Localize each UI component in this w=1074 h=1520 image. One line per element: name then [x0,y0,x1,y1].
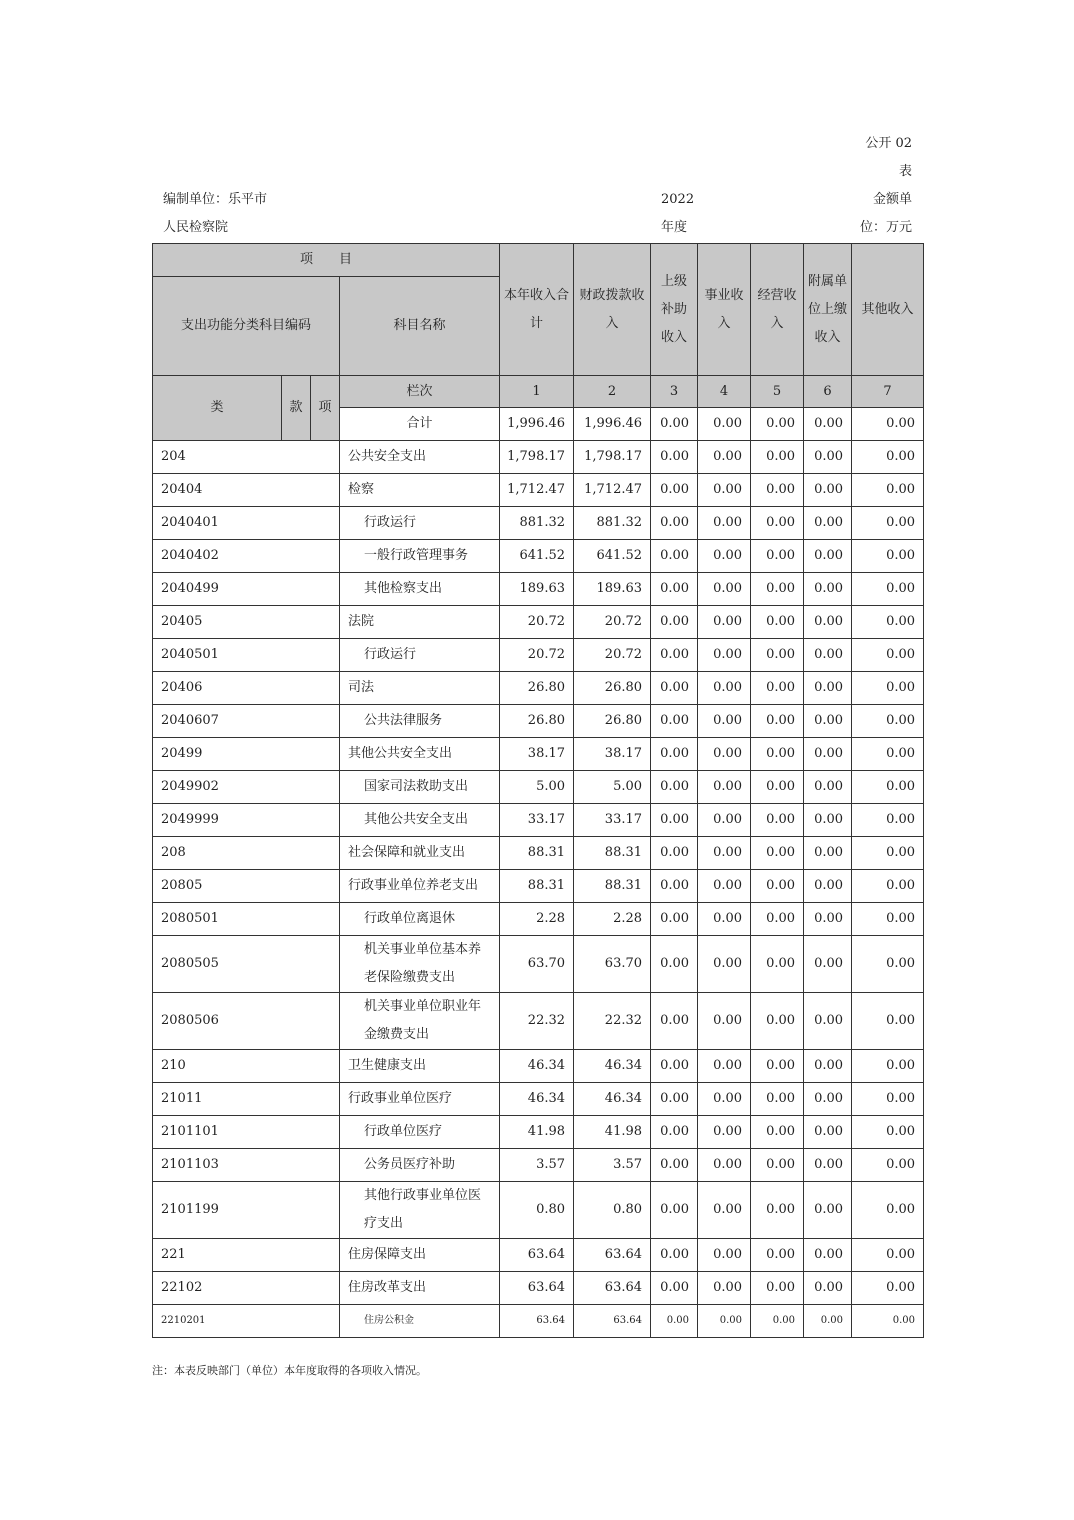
value-cell: 0.00 [804,936,852,993]
subject-code: 20404 [153,474,340,507]
table-row [153,1149,924,1182]
value-cell: 0.00 [698,1272,751,1305]
subject-name: 行政事业单位养老支出 [340,870,500,903]
value-cell: 0.00 [751,738,804,771]
value-cell: 38.17 [574,738,651,771]
table-note: 注：本表反映部门（单位）本年度取得的各项收入情况。 [152,1364,427,1377]
value-cell: 0.00 [804,672,852,705]
subject-name: 法院 [340,606,500,639]
subject-code: 204 [153,441,340,474]
value-cell: 0.00 [804,1272,852,1305]
value-cell: 5.00 [500,771,574,804]
subject-name: 行政运行 [340,639,500,672]
value-cell: 2.28 [500,903,574,936]
subject-code: 2080506 [153,993,340,1050]
table-row [153,1182,924,1239]
subject-code: 2040499 [153,573,340,606]
value-cell: 0.00 [852,540,924,573]
header-row-1 [153,244,924,277]
section-label: 款 [282,376,311,441]
value-cell: 0.00 [804,870,852,903]
value-cell: 3.57 [574,1149,651,1182]
col-index-4: 4 [698,376,751,408]
value-cell: 0.00 [751,1182,804,1239]
value-cell: 88.31 [500,837,574,870]
subject-name: 行政事业单位医疗 [340,1083,500,1116]
value-cell: 0.00 [698,1149,751,1182]
subject-code: 2101199 [153,1182,340,1239]
subject-name: 机关事业单位职业年金缴费支出 [340,993,500,1050]
table-row [153,441,924,474]
value-cell: 0.00 [804,1116,852,1149]
item-label: 项 [311,376,340,441]
value-cell: 189.63 [500,573,574,606]
value-cell: 0.00 [651,1083,698,1116]
subject-code: 2040501 [153,639,340,672]
value-cell: 0.00 [651,936,698,993]
value-cell: 0.00 [852,1305,924,1338]
value-cell: 0.00 [751,1116,804,1149]
value-cell: 0.00 [852,936,924,993]
value-cell: 0.00 [751,1272,804,1305]
value-cell: 0.00 [852,771,924,804]
value-cell: 0.00 [804,837,852,870]
value-cell: 22.32 [574,993,651,1050]
value-cell: 0.00 [698,705,751,738]
value-cell: 46.34 [500,1050,574,1083]
table-row [153,837,924,870]
table-row [153,738,924,771]
table-row [153,507,924,540]
value-cell: 0.00 [698,441,751,474]
value-cell: 26.80 [574,705,651,738]
subject-code: 20405 [153,606,340,639]
subject-name: 公共安全支出 [340,441,500,474]
col-index-1: 1 [500,376,574,408]
value-cell: 0.00 [651,1305,698,1338]
value-cell: 0.00 [804,606,852,639]
value-cell: 0.00 [698,771,751,804]
value-cell: 0.00 [751,639,804,672]
value-cell: 0.00 [804,1239,852,1272]
value-cell: 0.00 [651,441,698,474]
subject-name: 一般行政管理事务 [340,540,500,573]
money-unit-label-cont: 位：万元 [859,220,912,235]
value-cell: 0.00 [852,1083,924,1116]
value-cell: 0.00 [852,1239,924,1272]
value-cell: 0.00 [804,1050,852,1083]
value-cell: 0.00 [651,870,698,903]
value-cell: 0.00 [804,540,852,573]
total-value: 0.00 [804,408,852,441]
value-cell: 0.00 [852,1116,924,1149]
table-row [153,903,924,936]
money-unit-label: 金额单 [872,192,912,207]
value-cell: 22.32 [500,993,574,1050]
value-cell: 0.00 [651,540,698,573]
index-row [153,376,924,408]
table-body [153,244,924,1338]
table-row [153,870,924,903]
value-cell: 41.98 [574,1116,651,1149]
table-row [153,1083,924,1116]
subject-name: 司法 [340,672,500,705]
value-cell: 2.28 [574,903,651,936]
subject-code: 2101103 [153,1149,340,1182]
value-cell: 33.17 [500,804,574,837]
value-cell: 41.98 [500,1116,574,1149]
value-cell: 0.00 [751,903,804,936]
value-cell: 0.00 [651,672,698,705]
value-cell: 0.00 [852,738,924,771]
subject-name: 住房公积金 [340,1305,500,1338]
value-cell: 0.00 [804,1305,852,1338]
table-row [153,1239,924,1272]
value-cell: 0.00 [804,1149,852,1182]
subject-code: 20406 [153,672,340,705]
value-cell: 26.80 [500,705,574,738]
value-cell: 63.64 [500,1239,574,1272]
col-index-3: 3 [651,376,698,408]
value-cell: 0.00 [751,474,804,507]
subject-code: 2101101 [153,1116,340,1149]
value-cell: 0.00 [651,639,698,672]
subject-code: 2080501 [153,903,340,936]
value-cell: 0.00 [804,639,852,672]
subject-name: 其他检察支出 [340,573,500,606]
table-row [153,1050,924,1083]
value-cell: 1,798.17 [500,441,574,474]
subject-code: 2049902 [153,771,340,804]
col-header-5: 经营收入 [751,244,804,376]
value-cell: 0.00 [651,474,698,507]
value-cell: 20.72 [500,639,574,672]
subject-name: 国家司法救助支出 [340,771,500,804]
value-cell: 0.00 [804,771,852,804]
table-row [153,474,924,507]
value-cell: 0.00 [698,672,751,705]
table-row [153,804,924,837]
table-row [153,993,924,1050]
value-cell: 0.80 [574,1182,651,1239]
value-cell: 20.72 [500,606,574,639]
value-cell: 0.00 [651,1182,698,1239]
value-cell: 0.00 [698,606,751,639]
value-cell: 0.00 [698,837,751,870]
total-value: 0.00 [651,408,698,441]
col-index-5: 5 [751,376,804,408]
value-cell: 0.00 [751,804,804,837]
value-cell: 0.00 [852,1050,924,1083]
col-header-1: 本年收入合计 [500,244,574,376]
subject-code: 20805 [153,870,340,903]
table-row [153,705,924,738]
value-cell: 0.00 [698,573,751,606]
subject-name: 行政单位医疗 [340,1116,500,1149]
value-cell: 0.00 [698,936,751,993]
col-header-3: 上级补助收入 [651,244,698,376]
subject-name: 社会保障和就业支出 [340,837,500,870]
subject-name: 公共法律服务 [340,705,500,738]
col-header-2: 财政拨款收入 [574,244,651,376]
value-cell: 0.00 [751,1083,804,1116]
table-row [153,573,924,606]
value-cell: 0.00 [852,606,924,639]
value-cell: 88.31 [574,837,651,870]
value-cell: 0.00 [751,870,804,903]
value-cell: 0.00 [804,738,852,771]
value-cell: 0.00 [852,1272,924,1305]
value-cell: 0.00 [651,738,698,771]
subject-name: 公务员医疗补助 [340,1149,500,1182]
col-index-label: 栏次 [340,376,500,408]
value-cell: 0.00 [852,474,924,507]
form-number: 公开 02 [865,136,912,151]
value-cell: 0.00 [698,1305,751,1338]
value-cell: 63.70 [500,936,574,993]
item-header: 项 目 [153,244,500,277]
value-cell: 0.00 [651,1116,698,1149]
col-header-4: 事业收入 [698,244,751,376]
subject-code: 210 [153,1050,340,1083]
table-row [153,639,924,672]
unit-label-cont: 人民检察院 [163,220,229,235]
value-cell: 0.00 [804,573,852,606]
value-cell: 63.70 [574,936,651,993]
value-cell: 63.64 [500,1305,574,1338]
subject-code: 221 [153,1239,340,1272]
value-cell: 63.64 [500,1272,574,1305]
subject-name: 其他公共安全支出 [340,738,500,771]
subject-name: 其他公共安全支出 [340,804,500,837]
value-cell: 0.00 [751,993,804,1050]
value-cell: 0.00 [651,837,698,870]
value-cell: 0.00 [751,672,804,705]
subject-name: 行政单位离退休 [340,903,500,936]
table-row [153,1272,924,1305]
value-cell: 26.80 [500,672,574,705]
table-row [153,672,924,705]
value-cell: 0.00 [751,705,804,738]
value-cell: 641.52 [500,540,574,573]
value-cell: 0.00 [852,639,924,672]
subject-name: 住房改革支出 [340,1272,500,1305]
value-cell: 38.17 [500,738,574,771]
value-cell: 1,712.47 [500,474,574,507]
subject-code: 20499 [153,738,340,771]
subject-code: 22102 [153,1272,340,1305]
value-cell: 0.00 [698,738,751,771]
value-cell: 5.00 [574,771,651,804]
value-cell: 0.00 [852,1182,924,1239]
subject-code: 2080505 [153,936,340,993]
value-cell: 63.64 [574,1239,651,1272]
value-cell: 0.00 [651,705,698,738]
value-cell: 0.00 [852,441,924,474]
value-cell: 0.00 [804,1182,852,1239]
table-row [153,606,924,639]
value-cell: 0.80 [500,1182,574,1239]
col-index-2: 2 [574,376,651,408]
value-cell: 881.32 [574,507,651,540]
subject-code: 2210201 [153,1305,340,1338]
value-cell: 0.00 [751,1149,804,1182]
value-cell: 0.00 [852,903,924,936]
value-cell: 0.00 [751,771,804,804]
value-cell: 46.34 [574,1050,651,1083]
value-cell: 0.00 [804,474,852,507]
value-cell: 0.00 [698,540,751,573]
total-value: 0.00 [751,408,804,441]
year-label: 2022 [661,192,695,207]
value-cell: 189.63 [574,573,651,606]
unit-label: 编制单位：乐平市 [163,192,268,207]
value-cell: 0.00 [852,870,924,903]
value-cell: 0.00 [651,573,698,606]
col-index-7: 7 [852,376,924,408]
total-value: 0.00 [852,408,924,441]
subject-code: 2040401 [153,507,340,540]
value-cell: 0.00 [751,837,804,870]
value-cell: 0.00 [698,474,751,507]
value-cell: 1,712.47 [574,474,651,507]
form-number-suffix: 表 [898,164,912,179]
col-header-6: 附属单位上缴收入 [804,244,852,376]
value-cell: 0.00 [852,507,924,540]
code-header: 支出功能分类科目编码 [153,277,340,376]
value-cell: 641.52 [574,540,651,573]
value-cell: 0.00 [804,441,852,474]
value-cell: 0.00 [852,804,924,837]
value-cell: 0.00 [651,1149,698,1182]
value-cell: 0.00 [651,1239,698,1272]
total-value: 1,996.46 [574,408,651,441]
total-value: 1,996.46 [500,408,574,441]
value-cell: 881.32 [500,507,574,540]
value-cell: 0.00 [698,507,751,540]
subject-name: 检察 [340,474,500,507]
value-cell: 0.00 [698,804,751,837]
value-cell: 0.00 [751,573,804,606]
value-cell: 0.00 [651,1050,698,1083]
subject-code: 2040402 [153,540,340,573]
value-cell: 0.00 [751,1050,804,1083]
subject-code: 2049999 [153,804,340,837]
value-cell: 46.34 [500,1083,574,1116]
value-cell: 0.00 [698,639,751,672]
year-label-cont: 年度 [661,220,688,235]
table-row [153,936,924,993]
value-cell: 0.00 [698,870,751,903]
value-cell: 0.00 [651,993,698,1050]
value-cell: 0.00 [804,507,852,540]
value-cell: 0.00 [698,1182,751,1239]
table-row [153,1116,924,1149]
value-cell: 88.31 [574,870,651,903]
value-cell: 0.00 [751,441,804,474]
value-cell: 0.00 [804,705,852,738]
value-cell: 0.00 [698,903,751,936]
subject-name: 住房保障支出 [340,1239,500,1272]
table-row [153,540,924,573]
value-cell: 0.00 [852,672,924,705]
value-cell: 0.00 [751,606,804,639]
value-cell: 0.00 [698,1050,751,1083]
value-cell: 20.72 [574,606,651,639]
col-header-7: 其他收入 [852,244,924,376]
value-cell: 0.00 [698,1239,751,1272]
value-cell: 0.00 [751,507,804,540]
value-cell: 63.64 [574,1305,651,1338]
table-row [153,1305,924,1338]
value-cell: 0.00 [698,1083,751,1116]
value-cell: 0.00 [804,1083,852,1116]
value-cell: 0.00 [651,1272,698,1305]
subject-code: 208 [153,837,340,870]
value-cell: 0.00 [651,804,698,837]
value-cell: 0.00 [651,771,698,804]
value-cell: 0.00 [751,936,804,993]
col-index-6: 6 [804,376,852,408]
total-value: 0.00 [698,408,751,441]
value-cell: 0.00 [852,705,924,738]
income-table [152,243,924,1338]
value-cell: 88.31 [500,870,574,903]
table-row [153,771,924,804]
subject-code: 21011 [153,1083,340,1116]
value-cell: 0.00 [852,837,924,870]
value-cell: 0.00 [804,804,852,837]
subject-name: 机关事业单位基本养老保险缴费支出 [340,936,500,993]
value-cell: 0.00 [651,903,698,936]
value-cell: 0.00 [852,1149,924,1182]
value-cell: 46.34 [574,1083,651,1116]
value-cell: 0.00 [751,540,804,573]
value-cell: 33.17 [574,804,651,837]
value-cell: 0.00 [698,1116,751,1149]
value-cell: 1,798.17 [574,441,651,474]
value-cell: 0.00 [651,507,698,540]
value-cell: 26.80 [574,672,651,705]
value-cell: 0.00 [804,993,852,1050]
subject-code: 2040607 [153,705,340,738]
value-cell: 0.00 [698,993,751,1050]
value-cell: 0.00 [751,1305,804,1338]
value-cell: 0.00 [804,903,852,936]
value-cell: 0.00 [651,606,698,639]
subject-name: 卫生健康支出 [340,1050,500,1083]
value-cell: 20.72 [574,639,651,672]
subject-name: 行政运行 [340,507,500,540]
class-label: 类 [153,376,282,441]
value-cell: 0.00 [852,573,924,606]
value-cell: 63.64 [574,1272,651,1305]
total-label: 合计 [340,408,500,441]
value-cell: 0.00 [852,993,924,1050]
value-cell: 3.57 [500,1149,574,1182]
name-header: 科目名称 [340,277,500,376]
subject-name: 其他行政事业单位医疗支出 [340,1182,500,1239]
value-cell: 0.00 [751,1239,804,1272]
